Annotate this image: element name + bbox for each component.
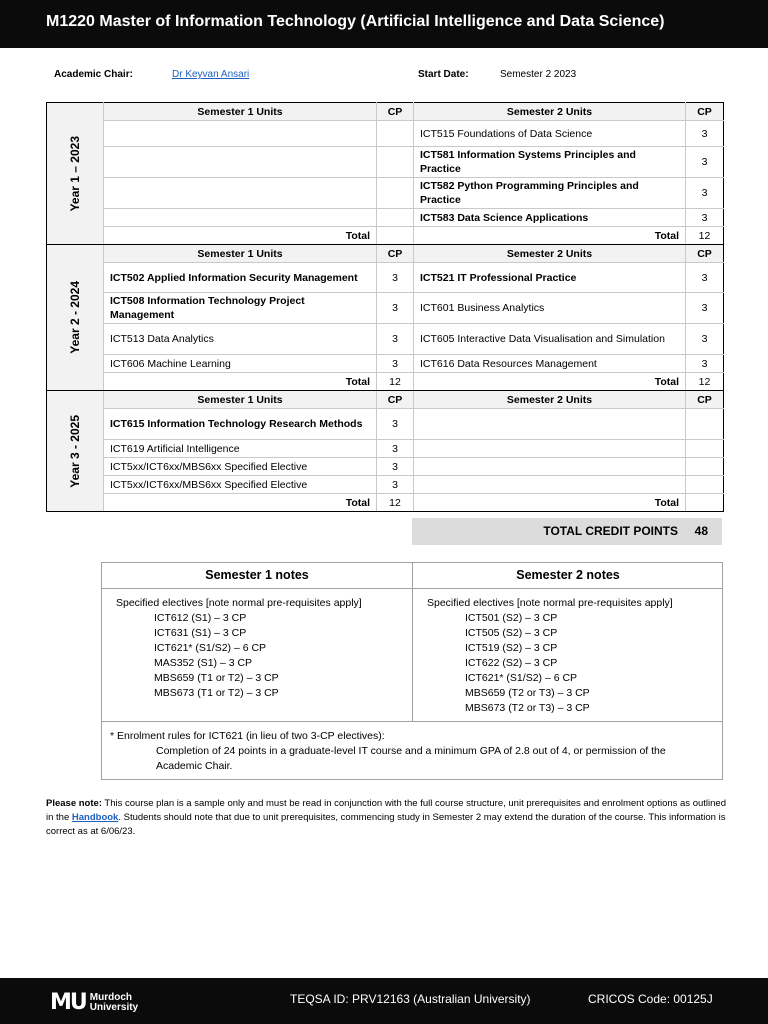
table-row <box>47 263 724 293</box>
page-title: M1220 Master of Information Technology (Artificial Intelligence and Data Science) <box>46 13 665 30</box>
semester-1-electives-list <box>154 611 412 701</box>
list-item: MBS659 (T1 or T2) – 3 CP <box>154 672 279 684</box>
semester-1-cp: 3 <box>377 440 414 458</box>
list-item: ICT622 (S2) – 3 CP <box>465 657 558 669</box>
semester-1-total-label: Total <box>104 494 377 512</box>
semester-2-notes-intro: Specified electives [note normal pre-requisites apply] <box>427 597 673 609</box>
semester-2-unit <box>414 458 686 476</box>
logo-line-2: University <box>89 1001 139 1013</box>
semester-1-unit <box>104 147 377 178</box>
logo-line-1: Murdoch <box>89 991 132 1003</box>
list-item: MAS352 (S1) – 3 CP <box>154 657 253 669</box>
semester-2-cp <box>686 440 724 458</box>
semester-2-unit: ICT601 Business Analytics <box>414 293 686 324</box>
cp-header: CP <box>686 103 724 121</box>
disclaimer-text-1: This course plan is a sample only and must be read in conjunction with the full course structure, unit prerequisites and enrolment options as outlined in the <box>46 798 726 823</box>
cp-header: CP <box>686 245 724 263</box>
table-row <box>47 458 724 476</box>
semester-2-cp: 3 <box>686 293 724 324</box>
semester-2-unit <box>414 476 686 494</box>
header-bar <box>0 0 768 48</box>
table-row <box>47 209 724 227</box>
semester-2-cp <box>686 458 724 476</box>
list-item: ICT621* (S1/S2) – 6 CP <box>465 672 578 684</box>
semester-2-cp: 3 <box>686 263 724 293</box>
table-row <box>47 178 724 209</box>
cp-header: CP <box>686 391 724 409</box>
semester-2-cp: 3 <box>686 121 724 147</box>
semester-1-unit <box>104 209 377 227</box>
total-credit-value: 48 <box>694 524 708 538</box>
footer-bar <box>0 978 768 1024</box>
year-header-row <box>47 391 724 409</box>
total-row <box>47 494 724 512</box>
semester-2-electives-list <box>465 611 723 716</box>
logo-text <box>90 993 138 1013</box>
semester-2-unit: ICT515 Foundations of Data Science <box>414 121 686 147</box>
semester-1-cp: 3 <box>377 476 414 494</box>
table-row <box>47 355 724 373</box>
enrolment-rules-body: Completion of 24 points in a graduate-level IT course and a minimum GPA of 2.8 out of 4, or permission of the Academic Chair. <box>156 745 666 772</box>
semester-2-cp: 3 <box>686 324 724 355</box>
semester-2-unit <box>414 409 686 440</box>
semester-1-unit: ICT502 Applied Information Security Management <box>104 263 377 293</box>
cricos-code: CRICOS Code: 00125J <box>588 992 713 1006</box>
semester-2-total-label: Total <box>414 494 686 512</box>
semester-1-cp: 3 <box>377 263 414 293</box>
list-item: ICT621* (S1/S2) – 6 CP <box>154 642 267 654</box>
semester-1-total: 12 <box>377 494 414 512</box>
semester-1-cp <box>377 147 414 178</box>
list-item: ICT505 (S2) – 3 CP <box>465 627 558 639</box>
semester-2-unit <box>414 440 686 458</box>
cp-header: CP <box>377 391 414 409</box>
semester-2-header: Semester 2 Units <box>414 103 686 121</box>
year-label-cell <box>47 103 104 245</box>
semester-2-unit: ICT616 Data Resources Management <box>414 355 686 373</box>
disclaimer-text-2: . Students should note that due to unit prerequisites, commencing study in Semester 2 may extend the duration of the course. This information is correct as at 6/06/23. <box>46 812 726 837</box>
semester-2-total-label: Total <box>414 373 686 391</box>
semester-2-notes <box>413 563 723 721</box>
semester-1-notes <box>102 563 413 721</box>
semester-1-notes-title: Semester 1 notes <box>102 563 412 589</box>
list-item: ICT519 (S2) – 3 CP <box>465 642 558 654</box>
list-item: MBS673 (T1 or T2) – 3 CP <box>154 687 279 699</box>
year-label: Year 1 – 2023 <box>68 135 82 212</box>
disclaimer <box>46 797 726 839</box>
semester-2-unit: ICT605 Interactive Data Visualisation and Simulation <box>414 324 686 355</box>
table-row <box>47 121 724 147</box>
start-date-label: Start Date: <box>418 69 469 80</box>
disclaimer-label: Please note: <box>46 798 102 809</box>
total-row <box>47 227 724 245</box>
semester-2-cp: 3 <box>686 147 724 178</box>
semester-2-cp <box>686 409 724 440</box>
table-row <box>47 293 724 324</box>
semester-1-unit <box>104 178 377 209</box>
list-item: ICT612 (S1) – 3 CP <box>154 612 247 624</box>
table-row <box>47 147 724 178</box>
semester-2-unit: ICT581 Information Systems Principles and Practice <box>414 147 686 178</box>
semester-1-cp: 3 <box>377 293 414 324</box>
start-date-value: Semester 2 2023 <box>500 69 577 80</box>
semester-1-cp <box>377 121 414 147</box>
year-label-cell <box>47 391 104 512</box>
semester-2-total: 12 <box>686 227 724 245</box>
semester-1-unit: ICT5xx/ICT6xx/MBS6xx Specified Elective <box>104 458 377 476</box>
semester-1-cp: 3 <box>377 409 414 440</box>
year-label: Year 2 - 2024 <box>68 281 82 354</box>
semester-2-cp: 3 <box>686 355 724 373</box>
semester-1-cp: 3 <box>377 458 414 476</box>
academic-chair-link[interactable]: Dr Keyvan Ansari <box>172 69 250 80</box>
semester-1-total-label: Total <box>104 227 377 245</box>
semester-1-total-label: Total <box>104 373 377 391</box>
semester-1-total: 12 <box>377 373 414 391</box>
course-plan-table <box>46 102 724 512</box>
semester-2-unit: ICT582 Python Programming Principles and Practice <box>414 178 686 209</box>
semester-1-cp <box>377 178 414 209</box>
semester-1-cp: 3 <box>377 324 414 355</box>
table-row <box>47 440 724 458</box>
enrolment-rules-title: * Enrolment rules for ICT621 (in lieu of two 3-CP electives): <box>110 730 385 742</box>
handbook-link[interactable]: Handbook <box>71 812 119 823</box>
semester-2-header: Semester 2 Units <box>414 245 686 263</box>
semester-2-cp <box>686 476 724 494</box>
notes-box <box>101 562 723 780</box>
list-item: ICT501 (S2) – 3 CP <box>465 612 558 624</box>
semester-2-cp: 3 <box>686 209 724 227</box>
list-item: MBS673 (T2 or T3) – 3 CP <box>465 702 590 714</box>
semester-2-notes-title: Semester 2 notes <box>413 563 723 589</box>
semester-1-unit: ICT606 Machine Learning <box>104 355 377 373</box>
year-header-row <box>47 245 724 263</box>
semester-1-header: Semester 1 Units <box>104 391 377 409</box>
semester-2-unit: ICT521 IT Professional Practice <box>414 263 686 293</box>
year-label: Year 3 - 2025 <box>68 414 82 488</box>
semester-1-unit: ICT619 Artificial Intelligence <box>104 440 377 458</box>
semester-1-unit: ICT508 Information Technology Project Management <box>104 293 377 324</box>
table-row <box>47 409 724 440</box>
semester-1-total <box>377 227 414 245</box>
semester-2-cp: 3 <box>686 178 724 209</box>
list-item: MBS659 (T2 or T3) – 3 CP <box>465 687 590 699</box>
table-row <box>47 324 724 355</box>
year-label-cell <box>47 245 104 391</box>
cp-header: CP <box>377 103 414 121</box>
semester-1-header: Semester 1 Units <box>104 103 377 121</box>
semester-2-total: 12 <box>686 373 724 391</box>
murdoch-logo <box>50 990 138 1015</box>
semester-1-notes-intro: Specified electives [note normal pre-requisites apply] <box>116 597 362 609</box>
semester-1-cp <box>377 209 414 227</box>
academic-chair-label: Academic Chair: <box>54 69 133 80</box>
table-row <box>47 476 724 494</box>
enrolment-rules <box>102 721 722 774</box>
logo-mark-icon: MU <box>50 990 86 1015</box>
semester-1-cp: 3 <box>377 355 414 373</box>
semester-1-unit: ICT513 Data Analytics <box>104 324 377 355</box>
total-credit-points <box>412 518 722 545</box>
teqsa-id: TEQSA ID: PRV12163 (Australian University) <box>290 992 531 1006</box>
semester-2-total-label: Total <box>414 227 686 245</box>
year-header-row <box>47 103 724 121</box>
total-credit-label: TOTAL CREDIT POINTS <box>543 524 678 538</box>
semester-2-total <box>686 494 724 512</box>
total-row <box>47 373 724 391</box>
semester-2-unit: ICT583 Data Science Applications <box>414 209 686 227</box>
semester-1-unit <box>104 121 377 147</box>
semester-1-unit: ICT5xx/ICT6xx/MBS6xx Specified Elective <box>104 476 377 494</box>
semester-2-header: Semester 2 Units <box>414 391 686 409</box>
semester-1-unit: ICT615 Information Technology Research Methods <box>104 409 377 440</box>
semester-1-header: Semester 1 Units <box>104 245 377 263</box>
list-item: ICT631 (S1) – 3 CP <box>154 627 247 639</box>
cp-header: CP <box>377 245 414 263</box>
